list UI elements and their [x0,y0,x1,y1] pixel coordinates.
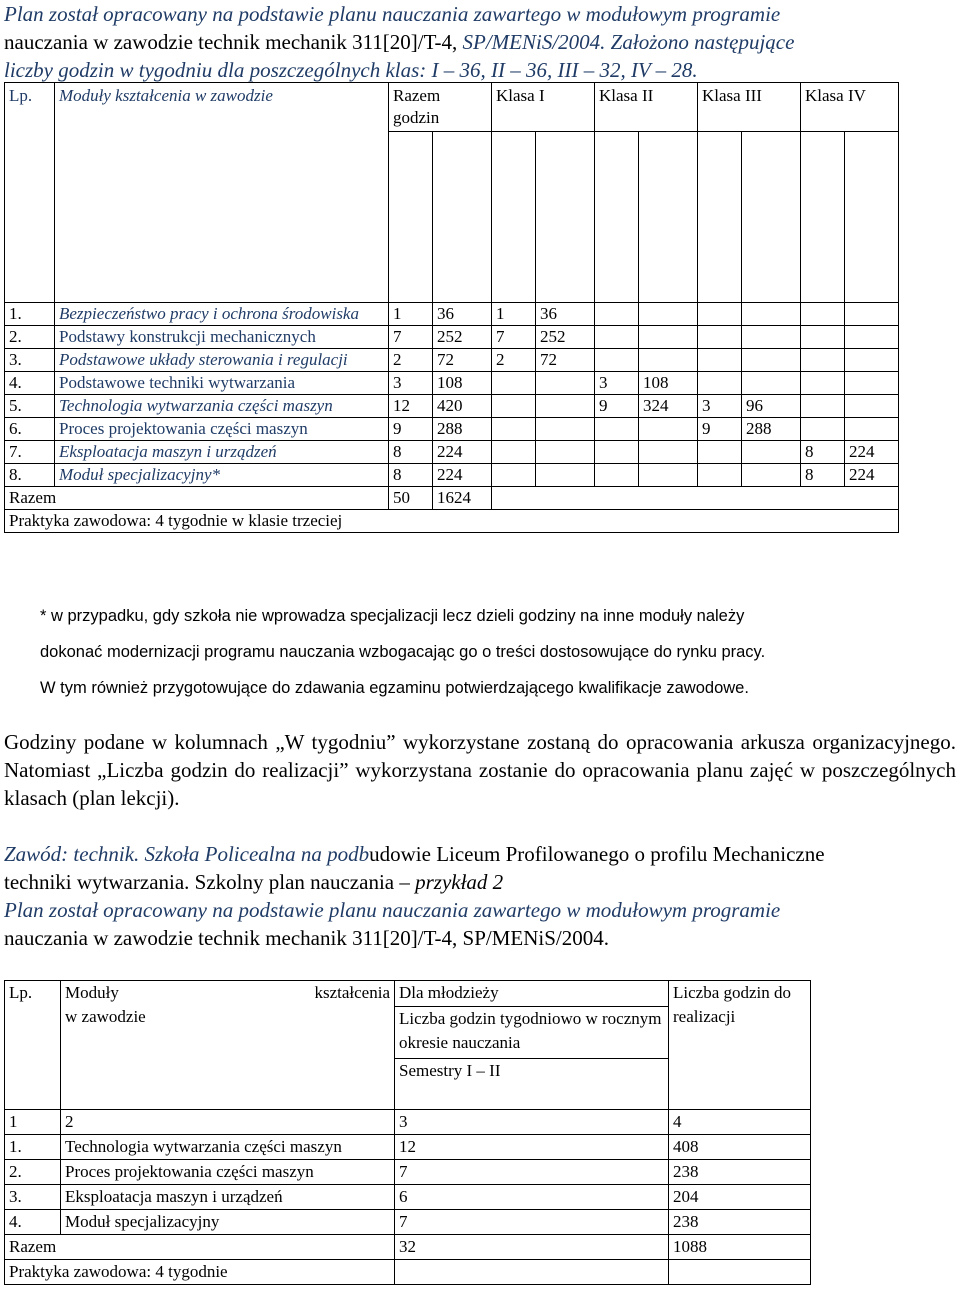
row-cell: 8 [389,464,433,487]
row-lp: 1. [5,303,55,326]
header-modules: Moduły kształcenia w zawodzie [55,83,389,303]
row-cell [536,395,595,418]
row-lp: 1. [5,1135,61,1160]
table-row [5,349,899,372]
example2-line-2: techniki wytwarzania. Szkolny plan nauczania – przykład 2 [4,870,504,894]
row-cell [698,464,742,487]
row-cell: 2 [492,349,536,372]
row-cell [801,395,845,418]
row-cell: 252 [433,326,492,349]
table-row [5,1160,811,1185]
footnote-line-3: W tym również przygotowujące do zdawania egzaminu potwierdzającego kwalifikacje zawodowe. [40,679,749,697]
t2-total-weekly: 32 [395,1235,669,1260]
t2-header-lp: Lp. [5,981,61,1110]
row-cell [801,372,845,395]
row-module-name: Podstawy konstrukcji mechanicznych [55,326,389,349]
total-label: Razem [5,487,389,510]
row-cell: 288 [433,418,492,441]
row-cell: 72 [433,349,492,372]
row-cell [639,326,698,349]
row-cell [742,464,801,487]
row-lp: 2. [5,1160,61,1185]
table-row [5,303,899,326]
row-cell [742,326,801,349]
subheader-hours [536,132,595,303]
intro-paragraph [4,0,956,84]
row-lp: 7. [5,441,55,464]
row-module-name: Proces projektowania części maszyn [55,418,389,441]
footnote [40,598,956,706]
row-module-name: Eksploatacja maszyn i urządzeń [55,441,389,464]
row-cell: 96 [742,395,801,418]
row-name: Proces projektowania części maszyn [61,1160,395,1185]
row-cell [639,418,698,441]
footnote-line-1: * w przypadku, gdy szkoła nie wprowadza specjalizacji lecz dzieli godziny na inne moduły należy [40,607,745,625]
row-cell: 224 [433,441,492,464]
table-row [5,326,899,349]
row-cell: 7 [492,326,536,349]
row-cell [492,464,536,487]
row-cell [536,372,595,395]
total-week: 50 [389,487,433,510]
row-cell [492,418,536,441]
row-cell [801,418,845,441]
table-row [5,395,899,418]
header-lp: Lp. [5,83,55,303]
row-cell: 8 [801,441,845,464]
row-lp: 4. [5,1210,61,1235]
row-cell [845,395,899,418]
row-cell: 7 [389,326,433,349]
row-cell: 3 [389,372,433,395]
subheader-week [389,132,433,303]
row-cell: 108 [433,372,492,395]
subheader-hours [433,132,492,303]
row-cell [698,326,742,349]
row-cell [742,372,801,395]
t2-practice-row [5,1260,811,1285]
youth-table-body [5,1135,811,1235]
row-module-name: Podstawowe układy sterowania i regulacji [55,349,389,372]
table-row [5,1185,811,1210]
table-row [5,1210,811,1235]
total-hours: 1624 [433,487,492,510]
row-cell: 1 [492,303,536,326]
row-cell: 324 [639,395,698,418]
header-class-1: Klasa I [492,83,595,132]
example2-line-1: Zawód: technik. Szkoła Policealna na podbudowie Liceum Profilowanego o profilu Mechaniczne [4,842,825,866]
row-cell [845,303,899,326]
example2-line-3: Plan został opracowany na podstawie planu nauczania zawartego w modułowym programie [4,898,781,922]
t2-header-youth: Dla młodzieży [395,981,669,1007]
t2-header-semesters: Semestry I – II [395,1059,669,1110]
row-cell [698,349,742,372]
curriculum-table-body [5,303,899,487]
curriculum-table [4,82,899,533]
table-row [5,464,899,487]
row-cell: 3 [595,372,639,395]
t2-numbering-row [5,1110,811,1135]
row-module-name: Podstawowe techniki wytwarzania [55,372,389,395]
table-row [5,1135,811,1160]
row-weekly: 7 [395,1210,669,1235]
header-class-2: Klasa II [595,83,698,132]
row-lp: 4. [5,372,55,395]
row-cell [536,418,595,441]
row-cell [536,441,595,464]
row-cell: 9 [698,418,742,441]
row-cell: 72 [536,349,595,372]
row-cell: 288 [742,418,801,441]
row-name: Technologia wytwarzania części maszyn [61,1135,395,1160]
row-cell: 2 [389,349,433,372]
row-cell [639,303,698,326]
row-cell [595,441,639,464]
row-lp: 6. [5,418,55,441]
row-cell: 9 [389,418,433,441]
subheader-week [801,132,845,303]
row-weekly: 6 [395,1185,669,1210]
header-total: Razem godzin [389,83,492,132]
subheader-week [595,132,639,303]
row-cell [639,349,698,372]
row-cell [595,303,639,326]
header-class-3: Klasa III [698,83,801,132]
row-hours: 238 [669,1160,811,1185]
row-cell [492,441,536,464]
table-row [5,372,899,395]
example2-paragraph [4,840,956,952]
total-row [5,487,899,510]
intro-line-2: nauczania w zawodzie technik mechanik 311[20]/T-4, SP/MENiS/2004. Założono następujące [4,30,795,54]
practice-note: Praktyka zawodowa: 4 tygodnie w klasie trzeciej [5,510,899,533]
row-cell: 224 [433,464,492,487]
row-cell [698,441,742,464]
row-cell [639,464,698,487]
row-cell: 420 [433,395,492,418]
t2-total-hours: 1088 [669,1235,811,1260]
table-row [5,441,899,464]
t2-header-modules: Moduły kształcenia w zawodzie [61,981,395,1110]
table-header-row [5,83,899,132]
row-cell [845,326,899,349]
row-cell [845,349,899,372]
subheader-hours [742,132,801,303]
row-cell [742,349,801,372]
row-cell [492,395,536,418]
row-name: Eksploatacja maszyn i urządzeń [61,1185,395,1210]
subheader-week [698,132,742,303]
t2-practice: Praktyka zawodowa: 4 tygodnie [5,1260,395,1285]
row-cell [801,349,845,372]
row-cell [845,372,899,395]
row-cell [698,372,742,395]
total-empty [492,487,899,510]
row-cell: 1 [389,303,433,326]
row-cell: 36 [433,303,492,326]
example2-line-4: nauczania w zawodzie technik mechanik 311[20]/T-4, SP/MENiS/2004. [4,926,609,950]
row-cell [639,441,698,464]
subheader-week [492,132,536,303]
row-module-name: Moduł specjalizacyjny* [55,464,389,487]
t2-total-row [5,1235,811,1260]
intro-line-1: Plan został opracowany na podstawie planu nauczania zawartego w modułowym programie [4,2,781,26]
t2-header-row [5,981,811,1007]
practice-row [5,510,899,533]
row-weekly: 7 [395,1160,669,1185]
t2-num-3: 3 [395,1110,669,1135]
row-module-name: Bezpieczeństwo pracy i ochrona środowiska [55,303,389,326]
row-cell [595,349,639,372]
row-cell: 3 [698,395,742,418]
t2-num-4: 4 [669,1110,811,1135]
row-cell: 252 [536,326,595,349]
row-cell: 224 [845,441,899,464]
row-lp: 3. [5,1185,61,1210]
row-cell: 108 [639,372,698,395]
subheader-hours [845,132,899,303]
row-cell [595,326,639,349]
row-lp: 3. [5,349,55,372]
row-cell [845,418,899,441]
row-cell [801,303,845,326]
table-row [5,418,899,441]
t2-total-label: Razem [5,1235,395,1260]
row-cell [492,372,536,395]
row-cell [742,441,801,464]
t2-num-2: 2 [61,1110,395,1135]
row-cell: 8 [389,441,433,464]
subheader-hours [639,132,698,303]
row-lp: 2. [5,326,55,349]
row-lp: 8. [5,464,55,487]
header-class-4: Klasa IV [801,83,899,132]
youth-curriculum-table [4,980,811,1285]
row-cell [595,418,639,441]
row-hours: 204 [669,1185,811,1210]
row-module-name: Technologia wytwarzania części maszyn [55,395,389,418]
row-cell: 224 [845,464,899,487]
row-cell [536,464,595,487]
t2-num-1: 1 [5,1110,61,1135]
row-cell [801,326,845,349]
row-weekly: 12 [395,1135,669,1160]
row-cell: 8 [801,464,845,487]
row-cell [698,303,742,326]
row-cell: 36 [536,303,595,326]
explanation-paragraph: Godziny podane w kolumnach „W tygodniu” wykorzystane zostaną do opracowania arkusza organizacyjnego. Natomiast „Liczba godzin do realizacji” wykorzystana zostanie do opracowania planu zajęć w poszczególnych klasach (plan lekcji). [4,730,956,810]
t2-header-hours: Liczba godzin do realizacji [669,981,811,1110]
intro-line-3: liczby godzin w tygodniu dla poszczególnych klas: I – 36, II – 36, III – 32, IV – 28. [4,58,698,82]
row-cell [595,464,639,487]
footnote-line-2: dokonać modernizacji programu nauczania wzbogacając go o treści dostosowujące do rynku pracy. [40,643,766,661]
row-hours: 408 [669,1135,811,1160]
row-hours: 238 [669,1210,811,1235]
row-name: Moduł specjalizacyjny [61,1210,395,1235]
row-lp: 5. [5,395,55,418]
row-cell: 9 [595,395,639,418]
t2-header-weekly: Liczba godzin tygodniowo w rocznym okresie nauczania [395,1007,669,1059]
row-cell [742,303,801,326]
row-cell: 12 [389,395,433,418]
